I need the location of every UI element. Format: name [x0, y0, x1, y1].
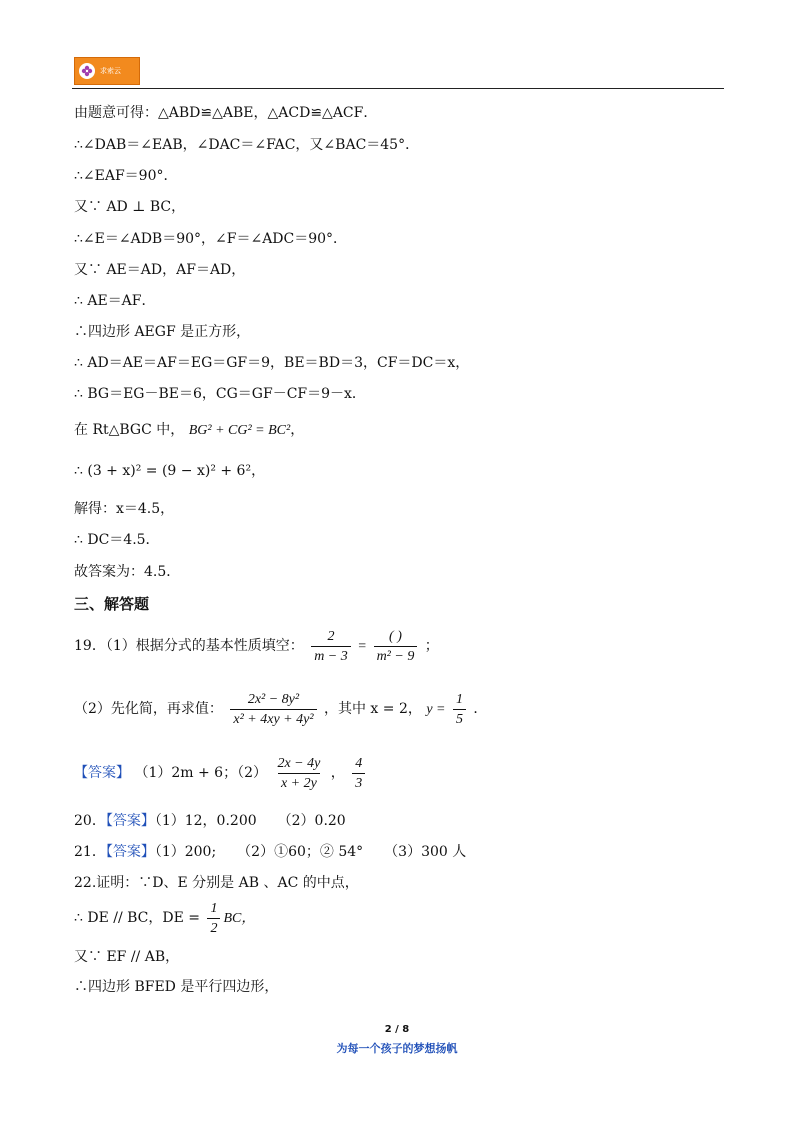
- solution-line-12: ∴ (3 + x)² = (9 − x)² + 6²，: [74, 463, 266, 479]
- solution-line-2: ∴∠DAB＝∠EAB，∠DAC＝∠FAC，又∠BAC＝45°．: [74, 137, 420, 153]
- solution-line-5: ∴∠E＝∠ADB＝90°，∠F＝∠ADC＝90°．: [74, 231, 348, 247]
- solution-line-13: 解得：x＝4.5，: [74, 501, 175, 517]
- solution-line-11-prefix: 在 Rt△BGC 中，: [74, 422, 185, 438]
- answer-21: 21．【答案】（1）200; （2）①60；② 54° （3）300 人: [74, 844, 467, 860]
- q19-part1-text: 19．（1）根据分式的基本性质填空：: [74, 638, 304, 654]
- logo-flower-icon: [79, 63, 95, 79]
- question-19-part-2: （2）先化简，再求值： $\frac{\text{2x² − 8y²}}{\text{x² + 4xy + 4y²}}$ ，其中 x = 2， y = $\frac{1}{5}$ ．: [74, 691, 488, 727]
- answer-label: 【答案】: [105, 844, 155, 860]
- proof-22-line-1: 22.证明：∵D、E 分别是 AB 、AC 的中点，: [74, 875, 359, 891]
- solution-line-10: ∴ BG＝EG－BE＝6，CG＝GF－CF＝9－x．: [74, 386, 366, 402]
- solution-line-1: 由题意可得：△ABD≌△ABE，△ACD≌△ACF．: [74, 105, 378, 121]
- answer-21-text: （1）200; （2）①60；② 54° （3）300 人: [154, 844, 467, 860]
- q19-part2-text: （2）先化简，再求值：: [74, 701, 223, 717]
- q19-given-x: ，其中 x = 2，: [323, 701, 422, 717]
- solution-line-11: 在 Rt△BGC 中， BG² + CG² = BC²，: [74, 422, 305, 438]
- header-divider: [72, 88, 724, 89]
- fraction-one-half: $\frac{1}{2}$: [207, 899, 220, 938]
- fraction-one-fifth: $\frac{1}{5}$: [453, 690, 466, 729]
- fraction-blank-over-m-squared-minus-9: $\frac{( )}{\text{m² − 9}}$: [374, 627, 418, 666]
- solution-line-7: ∴ AE＝AF．: [74, 293, 156, 309]
- brand-logo: [74, 57, 140, 85]
- proof-22-line-3: 又∵ EF // AB，: [74, 949, 180, 965]
- answer-19-part-1: （1）2m + 6；（2）: [134, 765, 267, 781]
- q19-y-label: y =: [426, 702, 446, 717]
- solution-line-3: ∴∠EAF＝90°．: [74, 168, 178, 184]
- solution-line-9: ∴ AD＝AE＝AF＝EG＝GF＝9，BE＝BD＝3，CF＝DC＝x，: [74, 355, 470, 371]
- answer-20-text: （1）12，0.200 （2）0.20: [154, 813, 346, 829]
- answer-fraction: $\frac{2x - 4y}{x + 2y}$: [277, 755, 321, 791]
- answer-20: 20．【答案】（1）12，0.200 （2）0.20: [74, 813, 346, 829]
- answer-label: 【答案】: [74, 765, 130, 781]
- proof-22-line-2: ∴ DE // BC，DE = $\frac{1}{2}$ BC，: [74, 900, 256, 936]
- solution-line-4: 又∵ AD ⊥ BC，: [74, 199, 186, 215]
- answer-fraction-four-thirds: $\frac{4}{3}$: [352, 754, 365, 793]
- logo-text: 求索云: [100, 67, 121, 75]
- fraction-2-over-m-minus-3: $\frac{2}{m - 3}$: [311, 627, 351, 666]
- solution-line-8: ∴四边形 AEGF 是正方形，: [74, 324, 251, 340]
- page-number: 2 / 8: [384, 1024, 410, 1035]
- fraction-expression: $\frac{\text{2x² − 8y²}}{\text{x² + 4xy + 4y²}}$: [230, 690, 316, 729]
- answer-19: 【答案】 （1）2m + 6；（2） $\frac{2x - 4y}{x + 2y}$ ， $\frac{4}{3}$: [74, 753, 368, 793]
- pythagorean-equation: BG² + CG² = BC²: [188, 423, 291, 438]
- answer-label: 【答案】: [105, 813, 155, 829]
- section-heading: 三、解答题: [74, 595, 150, 613]
- solution-line-6: 又∵ AE＝AD，AF＝AD，: [74, 262, 246, 278]
- footer-slogan: 为每一个孩子的梦想扬帆: [336, 1042, 458, 1055]
- equals-sign: =: [358, 639, 367, 654]
- proof-22-line-4: ∴四边形 BFED 是平行四边形，: [74, 979, 279, 995]
- solution-line-14: ∴ DC＝4.5．: [74, 532, 160, 548]
- solution-line-15: 故答案为：4.5．: [74, 564, 181, 580]
- question-19-part-1: 19．（1）根据分式的基本性质填空： $\frac{2}{m - 3}$ = $\frac{( )}{\text{m² − 9}}$ ；: [74, 628, 439, 664]
